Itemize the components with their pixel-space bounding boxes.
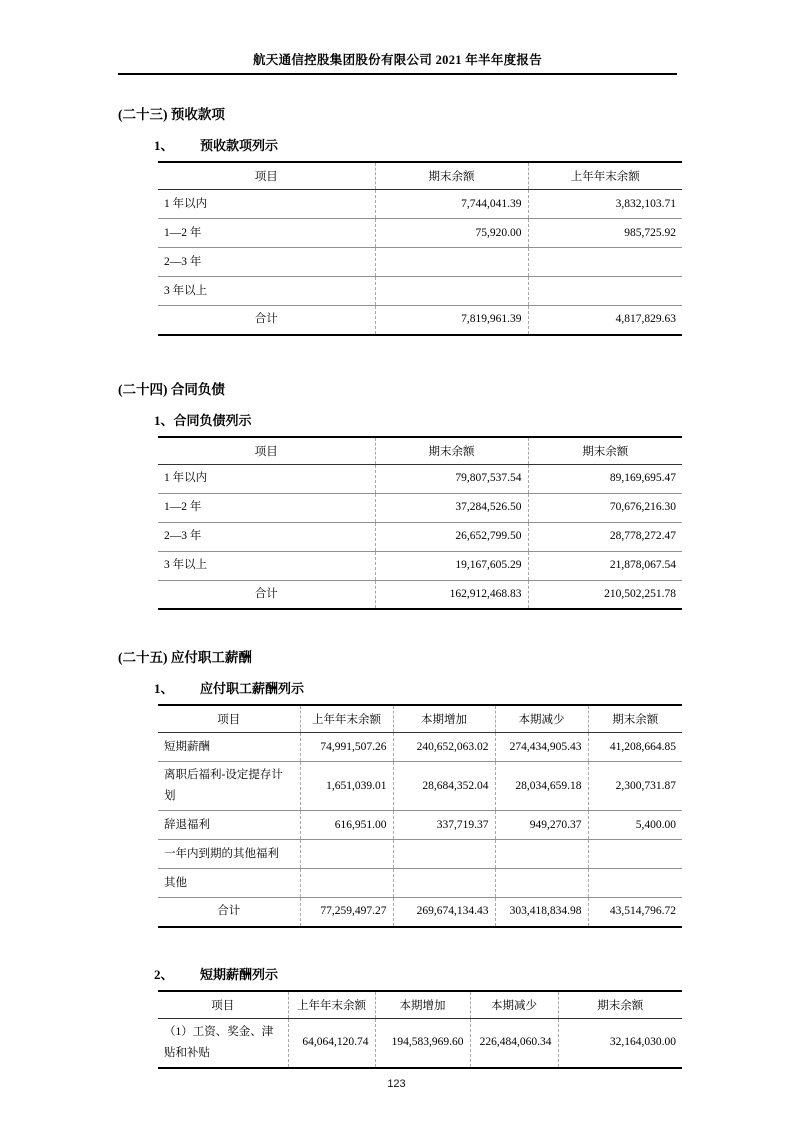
item-cell: 1—2 年 — [158, 493, 375, 522]
table-row — [158, 522, 682, 551]
short-term-compensation-table — [158, 990, 682, 1069]
item-cell: 3 年以上 — [158, 551, 375, 580]
section-23-heading: (二十三) 预收款项 — [118, 107, 225, 122]
value-cell: 5,400.00 — [588, 811, 682, 840]
total-value-cell: 4,817,829.63 — [528, 306, 682, 335]
item-cell: 3 年以上 — [158, 277, 375, 306]
section-25-heading: (二十五) 应付职工薪酬 — [118, 650, 252, 665]
item-cell: 1 年以内 — [158, 190, 375, 219]
table-row — [158, 219, 682, 248]
total-value-cell: 269,674,134.43 — [393, 898, 495, 927]
total-value-cell: 210,502,251.78 — [528, 580, 682, 609]
value-cell: 1,651,039.01 — [300, 762, 393, 811]
total-row — [158, 580, 682, 609]
total-value-cell: 77,259,497.27 — [300, 898, 393, 927]
value-cell: 985,725.92 — [528, 219, 682, 248]
table-header-row — [158, 162, 682, 190]
section-23-subheading — [154, 135, 793, 154]
item-cell: 短期薪酬 — [158, 733, 300, 762]
value-cell: 616,951.00 — [300, 811, 393, 840]
page-number: 123 — [387, 1078, 406, 1090]
value-cell — [528, 277, 682, 306]
table-header-row — [158, 705, 682, 733]
total-value-cell: 303,418,834.98 — [495, 898, 588, 927]
value-cell: 226,484,060.34 — [470, 1018, 558, 1068]
total-row — [158, 306, 682, 335]
table-header-row — [158, 437, 682, 465]
table-row — [158, 493, 682, 522]
table-row — [158, 762, 682, 811]
value-cell: 75,920.00 — [375, 219, 528, 248]
total-label-cell: 合计 — [158, 580, 375, 609]
subheading-title: 应付职工薪酬列示 — [200, 681, 305, 696]
total-value-cell: 162,912,468.83 — [375, 580, 528, 609]
subheading-title: 合同负债列示 — [173, 412, 252, 428]
column-header-item: 项目 — [158, 437, 375, 465]
table-row — [158, 869, 682, 898]
item-cell: 1 年以内 — [158, 464, 375, 493]
section-advance-receipts — [0, 103, 793, 336]
subheading-number: 2、 — [154, 966, 174, 982]
column-header-decrease: 本期减少 — [495, 705, 588, 733]
value-cell: 70,676,216.30 — [528, 493, 682, 522]
value-cell: 74,991,507.26 — [300, 733, 393, 762]
item-cell: 2—3 年 — [158, 248, 375, 277]
column-header-decrease: 本期减少 — [470, 991, 558, 1019]
subheading-number: 1、 — [154, 681, 174, 696]
column-header-prior-year-balance: 上年年末余额 — [300, 705, 393, 733]
total-label-cell: 合计 — [158, 306, 375, 335]
value-cell — [300, 869, 393, 898]
item-cell: 辞退福利 — [158, 811, 300, 840]
value-cell: 37,284,526.50 — [375, 493, 528, 522]
item-cell: 一年内到期的其他福利 — [158, 840, 300, 869]
item-cell: 其他 — [158, 869, 300, 898]
table-row — [158, 840, 682, 869]
value-cell — [495, 869, 588, 898]
table-row — [158, 248, 682, 277]
section-contract-liabilities — [0, 378, 793, 611]
item-cell: （1）工资、奖金、津贴和补贴 — [158, 1018, 288, 1068]
table-row — [158, 464, 682, 493]
value-cell: 28,034,659.18 — [495, 762, 588, 811]
advance-receipts-table — [158, 161, 682, 336]
column-header-increase: 本期增加 — [375, 991, 470, 1019]
value-cell — [588, 869, 682, 898]
value-cell: 194,583,969.60 — [375, 1018, 470, 1068]
value-cell — [393, 840, 495, 869]
table-header-row — [158, 991, 682, 1019]
value-cell — [300, 840, 393, 869]
value-cell: 2,300,731.87 — [588, 762, 682, 811]
value-cell — [375, 248, 528, 277]
value-cell: 89,169,695.47 — [528, 464, 682, 493]
table-row — [158, 551, 682, 580]
section-24-subheading — [154, 410, 793, 429]
value-cell: 32,164,030.00 — [558, 1018, 682, 1068]
value-cell: 64,064,120.74 — [288, 1018, 375, 1068]
value-cell: 949,270.37 — [495, 811, 588, 840]
column-header-item: 项目 — [158, 162, 375, 190]
value-cell — [375, 277, 528, 306]
subheading-number: 1、 — [154, 138, 174, 153]
value-cell: 28,684,352.04 — [393, 762, 495, 811]
value-cell: 79,807,537.54 — [375, 464, 528, 493]
value-cell: 274,434,905.43 — [495, 733, 588, 762]
total-value-cell: 43,514,796.72 — [588, 898, 682, 927]
table-row — [158, 733, 682, 762]
value-cell: 41,208,664.85 — [588, 733, 682, 762]
section-25-subheading-2 — [154, 964, 793, 983]
column-header-increase: 本期增加 — [393, 705, 495, 733]
subheading-number: 1、 — [154, 412, 174, 428]
value-cell: 26,652,799.50 — [375, 522, 528, 551]
value-cell — [528, 248, 682, 277]
column-header-ending-balance: 期末余额 — [375, 162, 528, 190]
value-cell: 3,832,103.71 — [528, 190, 682, 219]
column-header-item: 项目 — [158, 705, 300, 733]
value-cell: 7,744,041.39 — [375, 190, 528, 219]
value-cell: 337,719.37 — [393, 811, 495, 840]
column-header-prior-year-balance: 上年年末余额 — [288, 991, 375, 1019]
employee-compensation-table — [158, 704, 682, 928]
table-row — [158, 1018, 682, 1068]
subheading-title: 短期薪酬列示 — [200, 966, 279, 982]
report-title: 航天通信控股集团股份有限公司 2021 年半年度报告 — [252, 53, 543, 67]
section-24-heading: (二十四) 合同负债 — [118, 381, 225, 397]
table-row — [158, 190, 682, 219]
section-employee-compensation — [0, 646, 793, 1069]
value-cell — [588, 840, 682, 869]
column-header-ending-balance: 期末余额 — [558, 991, 682, 1019]
contract-liabilities-table — [158, 436, 682, 611]
subheading-title: 预收款项列示 — [200, 138, 279, 153]
total-value-cell: 7,819,961.39 — [375, 306, 528, 335]
page-header — [118, 0, 677, 75]
column-header-prior-year-balance: 上年年末余额 — [528, 162, 682, 190]
column-header-ending-balance: 期末余额 — [528, 437, 682, 465]
item-cell: 2—3 年 — [158, 522, 375, 551]
value-cell: 28,778,272.47 — [528, 522, 682, 551]
total-row — [158, 898, 682, 927]
table-row — [158, 811, 682, 840]
value-cell: 240,652,063.02 — [393, 733, 495, 762]
total-label-cell: 合计 — [158, 898, 300, 927]
section-25-subheading-1 — [154, 678, 793, 697]
column-header-ending-balance: 期末余额 — [588, 705, 682, 733]
table-row — [158, 277, 682, 306]
value-cell — [393, 869, 495, 898]
value-cell: 19,167,605.29 — [375, 551, 528, 580]
value-cell: 21,878,067.54 — [528, 551, 682, 580]
column-header-ending-balance: 期末余额 — [375, 437, 528, 465]
value-cell — [495, 840, 588, 869]
item-cell: 1—2 年 — [158, 219, 375, 248]
item-cell: 离职后福利-设定提存计划 — [158, 762, 300, 811]
column-header-item: 项目 — [158, 991, 288, 1019]
